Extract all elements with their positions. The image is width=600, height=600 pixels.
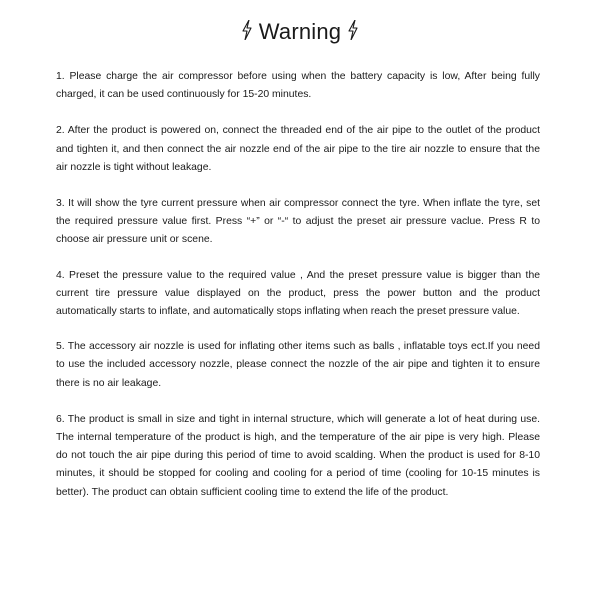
warning-item-4: 4. Preset the pressure value to the required value , And the preset pressure value is bigger than the current tire pressure value displayed on the product, press the power button and the product automatically starts to inflate, and automatically stops inflating when reach the preset pressure value. [56,269,540,318]
warning-item-5: 5. The accessory air nozzle is used for inflating other items such as balls , inflatable toys ect.If you need to use the included accessory nozzle, please connect the nozzle of the air pipe and tighten it to ensure there is no air leakage. [56,341,540,389]
warning-item-3: 3. It will show the tyre current pressure when air compressor connect the tyre. When inflate the tyre, set the required pressure value first. Press “+” or “-“ to adjust the preset air pressure vaclue. Press R to choose air pressure unit or scene. [56,198,540,246]
lightning-bolt-icon [241,20,253,40]
warning-item-6: 6. The product is small in size and tight in internal structure, which will generate a lot of heat during use. The internal temperature of the product is high, and the temperature of the air pipe is very high. Please do not touch the air pipe during this period of time to avoid scalding. When the product is used for 8-10 minutes, it should be stopped for cooling and cooling for a period of time (cooling for 10-15 minutes is better). The product can obtain sufficient cooling time to extend the life of the product. [56,413,540,498]
title-text: Warning [258,19,342,45]
lightning-bolt-icon [347,20,359,40]
warning-list [56,68,540,520]
page-title [0,18,600,45]
warning-item-1: 1. Please charge the air compressor before using when the battery capacity is low, After being fully charged, it can be used continuously for 15-20 minutes. [56,71,540,101]
warning-item-2: 2. After the product is powered on, connect the threaded end of the air pipe to the outlet of the product and tighten it, and then connect the air nozzle end of the air pipe to the tire air nozzle to ensure that the air nozzle is tight without leakage. [56,125,540,173]
